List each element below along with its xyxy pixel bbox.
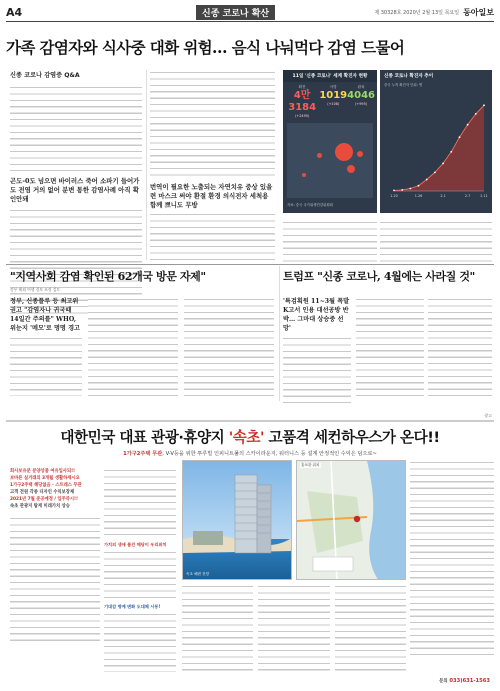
qa-title: 신종 코로나 감염증 Q&A xyxy=(10,72,80,79)
stat-label: 확진 xyxy=(298,85,306,89)
body-text-block xyxy=(428,297,492,397)
masthead-right xyxy=(374,7,494,18)
trend-point xyxy=(467,124,469,126)
world-case-infographic xyxy=(283,70,377,213)
x-tick-label: 1.26 xyxy=(414,194,423,198)
trend-point xyxy=(410,188,412,190)
trend-point xyxy=(475,113,477,115)
case-bubble xyxy=(335,143,353,161)
ad-contact-label: 문의 xyxy=(439,679,448,684)
masthead xyxy=(6,4,494,22)
main-headline: 가족 감염자와 식사중 대화 위험… 음식 나눠먹다 감염 드물어 xyxy=(6,38,405,57)
stat-recovered xyxy=(347,85,375,118)
ad-body-text xyxy=(104,550,176,600)
article-column xyxy=(283,297,351,397)
ad-body-text xyxy=(258,584,329,672)
case-bubble xyxy=(317,153,322,158)
trend-point xyxy=(459,136,461,138)
ad-subtitle-red: 1가구2주택 무관 xyxy=(123,451,163,457)
ad-body-text xyxy=(104,468,176,538)
mid-headline-right: 트럼프 "신종 코로나, 4월에는 사라질 것" xyxy=(283,270,475,283)
stats-row xyxy=(283,82,377,121)
stat-number: 4만 3184 xyxy=(288,90,317,113)
ad-subtitle xyxy=(6,450,494,457)
body-text-block xyxy=(10,85,142,171)
body-text-block xyxy=(88,297,178,397)
stat-label: 사망 xyxy=(329,85,337,89)
section-divider xyxy=(6,264,494,265)
body-text-block xyxy=(150,212,275,260)
body-text-block xyxy=(150,70,275,180)
newspaper-brand: 동아일보 xyxy=(463,7,494,17)
infographic-title: 11일 '신종 코로나' 세계 확진자 현황 xyxy=(283,70,377,82)
article-column xyxy=(88,297,178,397)
ad-location-map xyxy=(296,460,406,580)
trend-point xyxy=(418,185,420,187)
ad-body-text xyxy=(182,584,253,672)
stat-deaths xyxy=(319,85,347,118)
stat-confirmed xyxy=(285,85,319,118)
issue-date: 제 30328호 2020년 2월 13일 목요일 xyxy=(374,10,460,16)
ad-title-highlight: '속초' xyxy=(228,429,264,446)
ad-body-text xyxy=(104,612,176,672)
column-rule xyxy=(279,266,280,401)
advertisement xyxy=(6,420,494,686)
ad-contact xyxy=(439,678,490,684)
photo-caption: 속초 해변 전망 xyxy=(186,572,210,576)
infographic-source: 자료: 중국 국가위생건강위원회 xyxy=(287,203,333,207)
ad-feature-line: 고객 전원 각종 디자인 수익보장제 xyxy=(10,490,75,495)
case-bubble xyxy=(357,151,363,157)
qa-subhead: 곤도-0도 넘으면 바이러스 죽어 소파기 들어가도 전염 거의 없어 분변 통한 감염사례 아직 확인안돼 xyxy=(10,177,140,203)
trend-point xyxy=(483,104,485,106)
ad-title xyxy=(6,426,494,447)
ad-feature-line: 속초 관광지 탑재 미래가치 상승 xyxy=(10,504,70,509)
ad-text-column xyxy=(104,468,176,678)
body-text-block xyxy=(283,220,377,264)
section-label: 신종 코로나 확산 xyxy=(196,5,275,20)
case-bubble xyxy=(302,173,306,177)
x-tick-label: 2.1 xyxy=(440,194,446,198)
mid-subline-left: 정부 해외 여행 경보 조정 검토 xyxy=(10,287,61,292)
ad-subtitle-rest: , V-V등을 위한 투루빌 인피니트풀의 스카이라운지, 워터니스 등 설계 안정적인 수익은 덤으로~ xyxy=(162,451,377,457)
trend-area xyxy=(394,105,484,191)
stat-delta: (+2495) xyxy=(295,114,310,118)
ad-feature-line: 회사보유분 분양상품 여유입사되!! xyxy=(10,469,76,474)
x-tick-label: 1.20 xyxy=(390,194,398,198)
article-column xyxy=(184,297,274,397)
building-illustration xyxy=(183,461,292,580)
stat-label: 완치 xyxy=(357,85,365,89)
article-column xyxy=(428,297,492,397)
trend-point xyxy=(401,189,403,191)
ad-feature-line: 보바른 실거래의 3개월 생활하세시요 xyxy=(10,476,80,481)
page-number: A4 xyxy=(6,6,23,19)
ad-title-pre: 대한민국 대표 관광·휴양지 xyxy=(60,429,229,446)
ad-feature-line: 1가구2주택 해당없음 · 스트레스 무관 xyxy=(10,483,82,488)
ad-text-column xyxy=(410,460,494,675)
article-subhead: 정부, 신종플루 등 최고위 권고 "감염자나 귀국때 14일간 주의를" WHO, 위눈지 '메모'로 명명 경고 xyxy=(10,298,81,332)
stat-delta: (+995) xyxy=(355,102,368,106)
x-tick-label: 2.11 xyxy=(480,194,488,198)
article-subhead: '특검획원 11~3월 폭발 K고서 인용 대선공방 반박… 그마대 상승중 선망' xyxy=(283,298,350,332)
body-text-block xyxy=(283,336,351,404)
trend-chart-infographic xyxy=(380,70,492,213)
ad-feature-list xyxy=(10,468,100,646)
article-column xyxy=(10,297,82,397)
body-text-block xyxy=(10,336,82,396)
body-text-block xyxy=(356,297,424,397)
trend-chart xyxy=(380,87,492,205)
ad-feature-line: 2021년 7월 준공예정 / 입주즉시!! xyxy=(10,497,78,502)
stat-number: 4046 xyxy=(347,90,375,101)
trend-point xyxy=(442,163,444,165)
article-column xyxy=(356,297,424,397)
body-text-block xyxy=(184,297,274,397)
map-caption: 홍보관 위치 xyxy=(301,463,320,467)
location-map-illustration xyxy=(297,461,406,580)
article-column xyxy=(150,70,275,180)
ad-body-text xyxy=(10,516,100,646)
mid-headline-left: "지역사회 감염 확인된 62개국 방문 자제" xyxy=(10,270,206,283)
case-bubble xyxy=(347,165,355,173)
stat-delta: (+108) xyxy=(327,102,340,106)
pull-headline: 번역이 필요한 노출되는 자연치유 중상 있을련 마스크 써야 환절 환경 의식전자 세척용 함께 쁘니도 무방 xyxy=(150,183,273,209)
stat-number: 1019 xyxy=(319,90,348,101)
ad-box-head: 기대감 명예 변화 도대체 시동! xyxy=(104,604,161,609)
trend-point xyxy=(434,172,436,174)
trend-point xyxy=(450,151,452,153)
ad-building-photo xyxy=(182,460,292,580)
ad-box-head: 가치의 생애 불건 해당이 우리위치 xyxy=(104,542,167,547)
trend-point xyxy=(426,179,428,181)
ad-title-post: 고품격 세컨하우스가 온다!! xyxy=(263,429,440,446)
body-text-block xyxy=(380,220,492,264)
column-rule xyxy=(146,70,147,260)
ad-body-text xyxy=(335,584,406,672)
ad-lower-text xyxy=(182,584,406,684)
world-map-graphic xyxy=(287,123,373,198)
ad-body-text xyxy=(410,460,494,660)
ad-phone-number: 033)631-1563 xyxy=(449,678,490,684)
chart-subtitle: 중국 누적 확진자 단위: 명 xyxy=(384,83,423,87)
x-tick-label: 2.7 xyxy=(464,194,471,198)
ad-tag: 광고 xyxy=(484,413,492,418)
chart-title: 신종 코로나 확진자 추이 xyxy=(384,74,434,79)
